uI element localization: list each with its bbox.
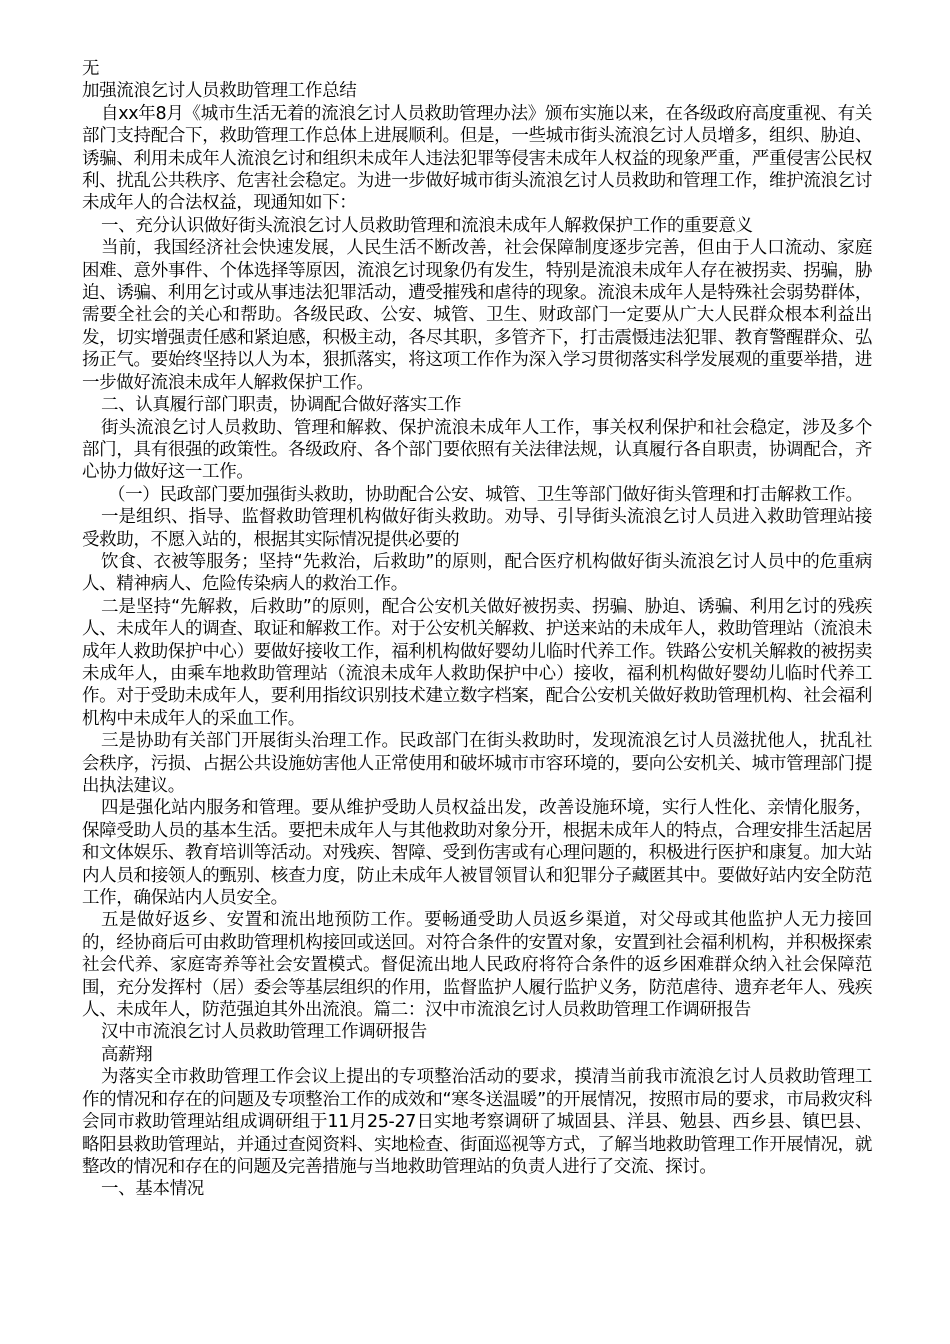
paragraph-intro: 自xx年8月《城市生活无着的流浪乞讨人员救助管理办法》颁布实施以来，在各级政府高度重视、有关部门支持配合下，救助管理工作总体上进展顺利。但是，一些城市街头流浪乞讨人员增多，组织、胁迫、诱骗、利用未成年人流浪乞讨和组织未成年人违法犯罪等侵害未成年人权益的现象严重，严重侵害公民权利、扰乱公共秩序、危害社会稳定。为进一步做好城市街头流浪乞讨人员救助和管理工作，维护流浪乞讨未成年人的合法权益，现通知如下： — [82, 103, 872, 214]
paragraph-point-3: 三是协助有关部门开展街头治理工作。民政部门在街头救助时，发现流浪乞讨人员滋扰他人，扰乱社会秩序，污损、占据公共设施妨害他人正常使用和破坏城市市容环境的，要向公安机关、城市管理部门提出执法建议。 — [82, 731, 872, 796]
section-heading-1: 一、充分认识做好街头流浪乞讨人员救助管理和流浪未成年人解救保护工作的重要意义 — [101, 215, 753, 236]
report-author: 高薪翔 — [101, 1044, 153, 1065]
paragraph-duties: 街头流浪乞讨人员救助、管理和解救、保护流浪未成年人工作，事关权利保护和社会稳定，涉及多个部门，具有很强的政策性。各级政府、各个部门要依照有关法律法规，认真履行各自职责，协调配合，齐心协力做好这一工作。 — [82, 417, 872, 483]
paragraph-significance: 当前，我国经济社会快速发展，人民生活不断改善，社会保障制度逐步完善，但由于人口流动、家庭困难、意外事件、个体选择等原因，流浪乞讨现象仍有发生，特别是流浪未成年人存在被拐卖、拐骗，胁迫、诱骗、利用乞讨或从事违法犯罪活动，遭受摧残和虐待的现象。流浪未成年人是特殊社会弱势群体，需要全社会的关心和帮助。各级民政、公安、城管、卫生、财政部门一定要从广大人民群众根本利益出发，切实增强责任感和紧迫感，积极主动，各尽其职，多管齐下，打击震慑违法犯罪、教育警醒群众、弘扬正气。要始终坚持以人为本，狠抓落实，将这项工作作为深入学习贯彻落实科学发展观的重要举措，进一步做好流浪未成年人解救保护工作。 — [82, 238, 872, 393]
section-heading-basic: 一、基本情况 — [101, 1179, 204, 1200]
doc-header: 无 — [82, 59, 100, 79]
paragraph-report-intro: 为落实全市救助管理工作会议上提出的专项整治活动的要求，摸清当前我市流浪乞讨人员救助管理工作的情况和存在的问题及专项整治工作的成效和“寒冬送温暖”的开展情况，按照市局的要求，市局救灾科会同市救助管理站组成调研组于11月25-27日实地考察调研了城固县、洋县、勉县、西乡县、镇巴县、略阳县救助管理站，并通过查阅资料、实地检查、街面巡视等方式，了解当地救助管理工作开展情况，就整改的情况和存在的问题及完善措施与当地救助管理站的负责人进行了交流、探讨。 — [82, 1067, 872, 1177]
doc-title: 加强流浪乞讨人员救助管理工作总结 — [82, 81, 357, 102]
paragraph-point-5: 五是做好返乡、安置和流出地预防工作。要畅通受助人员返乡渠道，对父母或其他监护人无力接回的，经协商后可由救助管理机构接回或送回。对符合条件的安置对象，安置到社会福利机构，并积极探索社会代养、家庭寄养等社会安置模式。督促流出地人民政府将符合条件的返乡困难群众纳入社会保障范围，充分发挥村（居）委会等基层组织的作用，监督监护人履行监护义务，防范虐待、遗弃老年人、残疾人、未成年人，防范强迫其外出流浪。篇二：汉中市流浪乞讨人员救助管理工作调研报告 — [82, 910, 872, 1021]
paragraph-point-2: 二是坚持“先解救，后救助”的原则，配合公安机关做好被拐卖、拐骗、胁迫、诱骗、利用乞讨的残疾人、未成年人的调查、取证和解救工作。对于公安机关解救、护送来站的未成年人，救助管理站（流浪未成年人救助保护中心）要做好接收工作，福利机构做好婴幼儿临时代养工作。铁路公安机关解救的被拐卖未成年人，由乘车地救助管理站（流浪未成年人救助保护中心）接收，福利机构做好婴幼儿临时代养工作。对于受助未成年人，要利用指纹识别技术建立数字档案，配合公安机关做好救助管理机构、社会福利机构中未成年人的采血工作。 — [82, 596, 872, 729]
paragraph-point-4: 四是强化站内服务和管理。要从维护受助人员权益出发，改善设施环境，实行人性化、亲情化服务，保障受助人员的基本生活。要把未成年人与其他救助对象分开，根据未成年人的特点，合理安排生活起居和文体娱乐、教育培训等活动。对残疾、智障、受到伤害或有心理问题的，积极进行医护和康复。加大站内人员和接领人的甄别、核查力度，防止未成年人被冒领冒认和犯罪分子藏匿其中。要做好站内安全防范工作，确保站内人员安全。 — [82, 798, 872, 909]
report-title: 汉中市流浪乞讨人员救助管理工作调研报告 — [101, 1022, 427, 1043]
section-heading-2: 二、认真履行部门职责，协调配合做好落实工作 — [101, 395, 462, 416]
document-page — [82, 58, 872, 1201]
paragraph-point-1-cont: 饮食、衣被等服务；坚持“先救治，后救助”的原则，配合医疗机构做好街头流浪乞讨人员中的危重病人、精神病人、危险传染病人的救治工作。 — [82, 551, 872, 595]
paragraph-point-1: 一是组织、指导、监督救助管理机构做好街头救助。劝导、引导街头流浪乞讨人员进入救助管理站接受救助，不愿入站的，根据其实际情况提供必要的 — [82, 507, 872, 550]
subsection-heading-1: （一）民政部门要加强街头救助，协助配合公安、城管、卫生等部门做好街头管理和打击解救工作。 — [108, 484, 863, 505]
